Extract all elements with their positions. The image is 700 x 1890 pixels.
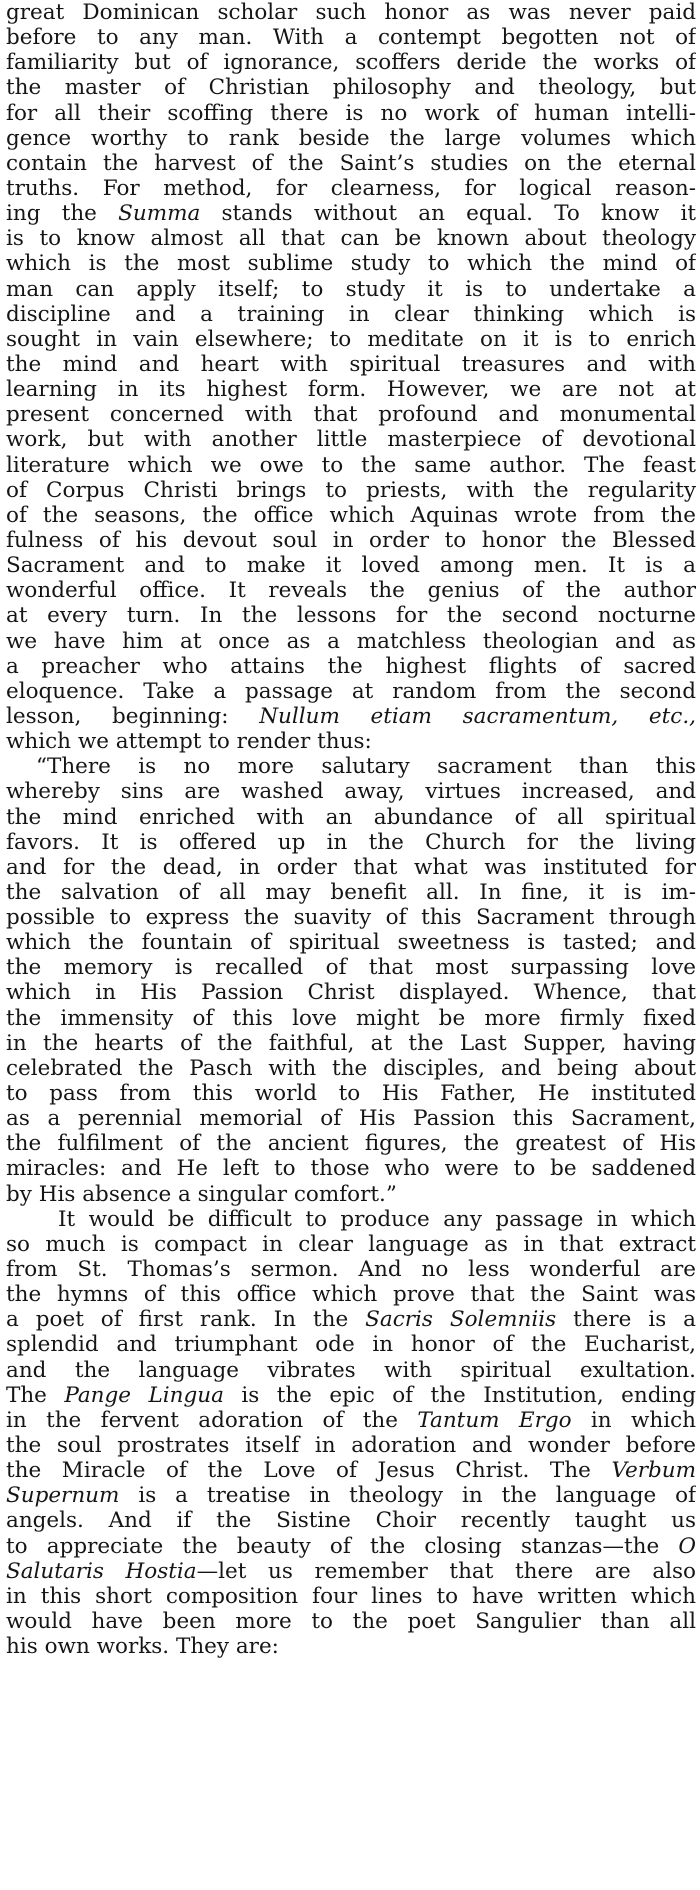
text-line: contain the harvest of the Saint’s studies on the eternal bbox=[6, 150, 696, 176]
text-line: for all their scoffing there is no work of human intelli- bbox=[6, 100, 696, 126]
text-line: wonderful office. It reveals the genius of the author bbox=[6, 578, 696, 604]
text-line: present concerned with that profound and monumental bbox=[6, 402, 696, 428]
text-line: “There is no more salutary sacrament than this bbox=[36, 754, 696, 780]
text-line: learning in its highest form. However, we are not at bbox=[6, 377, 696, 403]
text-line: of the seasons, the office which Aquinas wrote from the bbox=[6, 502, 696, 528]
text-run: —let us remember that there are also bbox=[196, 1558, 696, 1584]
text-run: to appreciate the beauty of the closing stanzas—the bbox=[6, 1533, 679, 1559]
text-line: which in His Passion Christ displayed. Whence, that bbox=[6, 980, 696, 1006]
italic-title: Salutaris Hostia bbox=[6, 1558, 197, 1584]
text-line bbox=[6, 201, 696, 226]
text-line: the mind enriched with an abundance of all spiritual bbox=[6, 804, 696, 830]
text-run: in the fervent adoration of the bbox=[6, 1407, 418, 1433]
italic-title: Summa bbox=[118, 201, 201, 227]
text-line: in the hearts of the faithful, at the Last Supper, having bbox=[6, 1030, 696, 1056]
text-line: gence worthy to rank beside the large volumes which bbox=[6, 125, 696, 151]
text-line: splendid and triumphant ode in honor of the Eucharist, bbox=[6, 1332, 696, 1358]
text-line bbox=[6, 1483, 696, 1508]
text-line bbox=[6, 1383, 696, 1408]
text-line: at every turn. In the lessons for the second nocturne bbox=[6, 603, 696, 629]
text-run: is the epic of the Institution, ending bbox=[223, 1382, 696, 1408]
text-line: his own works. They are: bbox=[6, 1634, 279, 1660]
text-line: favors. It is offered up in the Church for the living bbox=[6, 829, 696, 855]
text-line: would have been more to the poet Sangulier than all bbox=[6, 1609, 696, 1634]
text-line: whereby sins are washed away, virtues increased, and bbox=[6, 779, 696, 805]
text-line: familiarity but of ignorance, scoffers deride the works of bbox=[6, 50, 696, 76]
text-run: is a treatise in theology in the language of bbox=[119, 1483, 696, 1509]
text-line: the soul prostrates itself in adoration and wonder before bbox=[6, 1433, 696, 1459]
text-run: stands without an equal. To know it bbox=[200, 201, 696, 227]
text-line: fulness of his devout soul in order to honor the Blessed bbox=[6, 527, 696, 553]
text-run: ing the bbox=[6, 201, 119, 227]
text-line: and for the dead, in order that what was instituted for bbox=[6, 854, 696, 880]
italic-title: Nullum etiam sacramentum, etc., bbox=[259, 703, 696, 729]
text-line: the master of Christian philosophy and theology, but bbox=[6, 75, 696, 101]
text-line: which we attempt to render thus: bbox=[6, 729, 372, 755]
text-run: The bbox=[6, 1382, 65, 1408]
text-line: great Dominican scholar such honor as was never paid bbox=[6, 0, 696, 25]
text-run: there is a bbox=[556, 1307, 696, 1333]
text-line: the fulfilment of the ancient figures, the greatest of His bbox=[6, 1131, 696, 1157]
text-line: celebrated the Pasch with the disciples, and being about bbox=[6, 1055, 696, 1081]
italic-title: Supernum bbox=[6, 1483, 120, 1509]
italic-title: Sacris Solemniis bbox=[365, 1307, 557, 1333]
text-line bbox=[6, 1534, 696, 1559]
text-line: to pass from this world to His Father, He instituted bbox=[6, 1081, 696, 1107]
text-line: and the language vibrates with spiritual exultation. bbox=[6, 1357, 696, 1383]
text-line: a preacher who attains the highest flights of sacred bbox=[6, 653, 696, 679]
text-line bbox=[6, 1559, 696, 1584]
italic-title: Verbum bbox=[611, 1458, 696, 1484]
text-line: eloquence. Take a passage at random from the second bbox=[6, 678, 696, 704]
text-line: before to any man. With a contempt begotten not of bbox=[6, 25, 696, 51]
text-line: the salvation of all may benefit all. In fine, it is im- bbox=[6, 879, 696, 905]
text-line: we have him at once as a matchless theologian and as bbox=[6, 628, 696, 654]
text-line: possible to express the suavity of this Sacrament through bbox=[6, 905, 696, 931]
text-line: Sacrament and to make it loved among men. It is a bbox=[6, 553, 696, 579]
text-line bbox=[6, 1307, 696, 1332]
document-page bbox=[6, 0, 696, 1890]
text-line bbox=[6, 1458, 696, 1483]
text-run: a poet of first rank. In the bbox=[6, 1307, 366, 1333]
text-line: man can apply itself; to study it is to undertake a bbox=[6, 276, 696, 302]
text-line: by His absence a singular comfort.” bbox=[6, 1181, 397, 1207]
text-line: the memory is recalled of that most surpassing love bbox=[6, 955, 696, 981]
text-line: as a perennial memorial of His Passion this Sacrament, bbox=[6, 1106, 696, 1132]
text-line bbox=[6, 704, 696, 729]
text-run: lesson, beginning: bbox=[6, 703, 260, 729]
text-line: of Corpus Christi brings to priests, with the regularity bbox=[6, 477, 696, 503]
text-line bbox=[6, 1408, 696, 1433]
text-line: from St. Thomas’s sermon. And no less wonderful are bbox=[6, 1257, 696, 1283]
text-line: miracles: and He left to those who were to be saddened bbox=[6, 1156, 696, 1182]
text-line: literature which we owe to the same author. The feast bbox=[6, 452, 696, 478]
text-line: which the fountain of spiritual sweetness is tasted; and bbox=[6, 930, 696, 956]
text-line: the immensity of this love might be more firmly fixed bbox=[6, 1005, 696, 1031]
text-line: angels. And if the Sistine Choir recently taught us bbox=[6, 1508, 696, 1534]
text-line: discipline and a training in clear thinking which is bbox=[6, 301, 696, 327]
text-line: is to know almost all that can be known about theology bbox=[6, 226, 696, 252]
text-line: the hymns of this office which prove that the Saint was bbox=[6, 1282, 696, 1308]
text-run: the Miracle of the Love of Jesus Christ. The bbox=[6, 1458, 612, 1484]
italic-title: Tantum Ergo bbox=[417, 1407, 572, 1433]
text-line: truths. For method, for clearness, for logical reason- bbox=[6, 175, 696, 201]
text-line: so much is compact in clear language as in that extract bbox=[6, 1231, 696, 1257]
text-run: in which bbox=[571, 1407, 696, 1433]
text-line: the mind and heart with spiritual treasures and with bbox=[6, 351, 696, 377]
italic-title: Pange Lingua bbox=[64, 1382, 224, 1408]
text-line: which is the most sublime study to which the mind of bbox=[6, 251, 696, 277]
text-line: in this short composition four lines to have written which bbox=[6, 1583, 696, 1609]
text-line: It would be difficult to produce any passage in which bbox=[58, 1206, 696, 1232]
italic-title: O bbox=[678, 1533, 696, 1559]
text-line: sought in vain elsewhere; to meditate on it is to enrich bbox=[6, 326, 696, 352]
text-line: work, but with another little masterpiece of devotional bbox=[6, 427, 696, 453]
